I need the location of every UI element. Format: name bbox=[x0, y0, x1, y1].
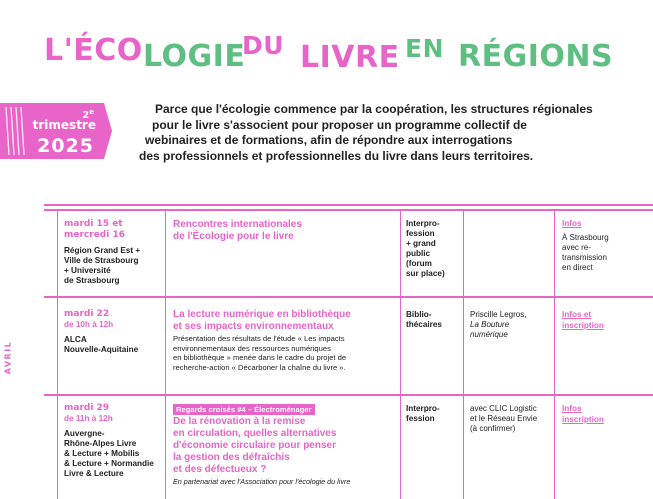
title-word-ecolo: L'ÉCO bbox=[44, 33, 143, 68]
event-date: mardi 29 bbox=[64, 403, 110, 413]
info-link[interactable]: Infos bbox=[562, 404, 582, 413]
event-organizer: Région Grand Est + Ville de Strasbourg + Université de Strasbourg bbox=[64, 246, 141, 285]
column-divider bbox=[57, 211, 58, 499]
event-title: en circulation, quelles alternatives bbox=[173, 428, 337, 439]
quarter-ribbon bbox=[0, 103, 112, 159]
event-title: et ses impacts environnementaux bbox=[173, 321, 334, 332]
intro-paragraph bbox=[139, 102, 620, 164]
event-audience: Biblio- thécaires bbox=[406, 310, 442, 329]
signup-link[interactable]: inscription bbox=[562, 414, 604, 424]
event-links bbox=[562, 310, 652, 331]
event-date: mardi 15 et bbox=[64, 219, 123, 229]
event-links bbox=[562, 404, 652, 425]
title-word-livre: LIVRE bbox=[300, 40, 400, 75]
table-top-rule bbox=[44, 204, 653, 206]
title-word-regions: RÉGIONS bbox=[458, 39, 614, 74]
event-hour: de 11h à 12h bbox=[64, 413, 113, 423]
row-divider bbox=[44, 394, 653, 396]
event-title: De la rénovation à la remise bbox=[173, 416, 306, 427]
title-word-logie: LOGIE bbox=[143, 39, 246, 74]
event-title: d'économie circulaire pour penser bbox=[173, 440, 336, 451]
month-label: AVRIL bbox=[3, 340, 13, 375]
event-note: À Strasbourg avec re- transmission en direct bbox=[562, 232, 609, 272]
event-title: la gestion des défraîchis bbox=[173, 452, 290, 463]
intro-line: des professionnels et professionnelles du livre dans leurs territoires. bbox=[139, 148, 534, 163]
event-organizer: Auvergne- Rhône-Alpes Livre & Lecture + Mobilis & Lecture + Normandie Livre & Lecture bbox=[64, 428, 154, 478]
info-link[interactable]: Infos bbox=[562, 219, 582, 228]
row-divider bbox=[44, 296, 653, 298]
info-link[interactable]: Infos et bbox=[562, 310, 592, 319]
intro-line: Parce que l'écologie commence par la coopération, les structures régionales bbox=[155, 102, 593, 116]
event-cell bbox=[173, 219, 398, 243]
event-hour: de 10h à 12h bbox=[64, 319, 114, 329]
event-speakers: avec CLIC Logistic et le Réseau Envie (à confirmer) bbox=[470, 404, 538, 433]
event-title: La lecture numérique en bibliothèque bbox=[173, 309, 351, 320]
title-word-du: DU bbox=[242, 31, 285, 60]
signup-link[interactable]: inscription bbox=[562, 320, 604, 330]
title-word-en: EN bbox=[405, 34, 445, 63]
event-speakers: Priscille Legros, La Bouture numérique bbox=[470, 310, 527, 339]
event-organizer: ALCA Nouvelle-Aquitaine bbox=[64, 334, 139, 354]
event-title: et des défectueux ? bbox=[173, 464, 267, 475]
event-cell bbox=[173, 404, 403, 487]
event-title: de l'Écologie pour le livre bbox=[173, 231, 294, 242]
table-row bbox=[64, 403, 172, 479]
event-audience: Interpro- fession bbox=[406, 404, 440, 423]
event-audience: Interpro- fession + grand public (forum sur place) bbox=[406, 219, 445, 278]
ribbon-year: 2025 bbox=[37, 135, 94, 157]
series-badge: Regards croisés #4 – Électroménager bbox=[173, 404, 315, 415]
column-divider bbox=[463, 211, 464, 499]
event-title: Rencontres internationales bbox=[173, 219, 302, 230]
intro-line: pour le livre s'associent pour proposer un programme collectif de bbox=[152, 117, 527, 132]
table-top-rule bbox=[44, 209, 653, 211]
page-title bbox=[44, 28, 644, 78]
table-row bbox=[64, 309, 164, 355]
intro-line: webinaires et de formations, afin de répondre aux interrogations bbox=[145, 133, 513, 147]
event-partner: En partenariat avec l'Association pour l'écologie du livre bbox=[173, 477, 351, 486]
ribbon-number: 2e bbox=[82, 108, 94, 121]
table-row bbox=[64, 219, 164, 286]
event-date: mardi 22 bbox=[64, 309, 110, 319]
ribbon-label: trimestre bbox=[32, 118, 96, 132]
event-date: mercredi 16 bbox=[64, 229, 125, 240]
event-cell bbox=[173, 309, 403, 372]
event-links bbox=[562, 219, 652, 273]
event-description: Présentation des résultats de l'étude « Les impacts environnementaux des ressources numériques en bibliothèque » menée dans le cadre du projet de recherche-action « Décarboner la chaîne du livre ». bbox=[173, 334, 347, 372]
column-divider bbox=[554, 211, 555, 499]
